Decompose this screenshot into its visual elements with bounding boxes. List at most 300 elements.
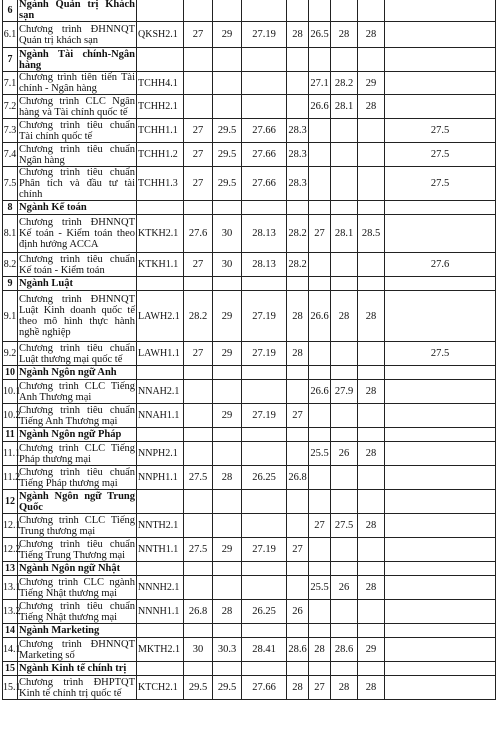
empty-cell	[213, 48, 242, 72]
major-header-row	[3, 562, 496, 576]
program-name: Chương trình tiêu chuẩn Luật thương mại quốc tế	[19, 342, 135, 365]
empty-cell	[385, 0, 496, 22]
empty-cell	[309, 366, 331, 380]
program-name: Chương trình ĐHPTQT Kinh tế chính trị quốc tế	[19, 676, 135, 699]
empty-cell	[287, 201, 309, 215]
empty-cell	[331, 201, 358, 215]
program-row	[3, 291, 496, 342]
empty-cell	[184, 490, 213, 514]
empty-cell	[242, 277, 287, 291]
row-number: 15.1	[3, 676, 18, 700]
empty-cell	[137, 428, 184, 442]
score-cell: 27	[287, 538, 309, 562]
score-cell: 27	[309, 215, 331, 253]
score-cell: 27.9	[331, 380, 358, 404]
score-cell: 29.5	[213, 167, 242, 201]
admission-score-table	[2, 0, 496, 700]
empty-cell	[331, 624, 358, 638]
score-cell	[385, 442, 496, 466]
score-cell	[309, 404, 331, 428]
score-cell	[287, 514, 309, 538]
empty-cell	[385, 366, 496, 380]
major-name: Ngành Ngôn ngữ Trung Quốc	[19, 490, 135, 513]
score-cell: 27.6	[184, 215, 213, 253]
score-cell	[331, 342, 358, 366]
major-header-row	[3, 277, 496, 291]
empty-cell	[184, 624, 213, 638]
score-cell: 29	[213, 291, 242, 342]
score-cell	[309, 600, 331, 624]
empty-cell	[287, 366, 309, 380]
score-cell: 28	[358, 676, 385, 700]
empty-cell	[358, 0, 385, 22]
program-name: Chương trình ĐHNNQT Marketing số	[19, 638, 135, 661]
program-row	[3, 143, 496, 167]
empty-cell	[213, 366, 242, 380]
score-cell	[331, 538, 358, 562]
score-cell: 25.5	[309, 576, 331, 600]
score-cell: 28.3	[287, 143, 309, 167]
score-cell	[309, 466, 331, 490]
program-row	[3, 514, 496, 538]
empty-cell	[331, 562, 358, 576]
score-cell	[358, 253, 385, 277]
empty-cell	[242, 0, 287, 22]
empty-cell	[331, 48, 358, 72]
empty-cell	[242, 201, 287, 215]
score-cell: 28	[358, 442, 385, 466]
score-cell: 27.6	[385, 253, 496, 277]
score-cell	[184, 442, 213, 466]
score-cell	[309, 253, 331, 277]
score-cell: 27.1	[309, 72, 331, 95]
empty-cell	[137, 0, 184, 22]
program-name: Chương trình CLC Ngân hàng và Tài chính quốc tế	[19, 95, 135, 118]
major-header-row	[3, 624, 496, 638]
empty-cell	[309, 201, 331, 215]
score-cell	[287, 576, 309, 600]
score-cell: 27.19	[242, 291, 287, 342]
program-name: Chương trình tiêu chuẩn Tiếng Pháp thương mại	[19, 466, 135, 489]
score-cell: 29	[358, 72, 385, 95]
score-cell	[331, 600, 358, 624]
score-cell	[331, 404, 358, 428]
score-cell: 27.19	[242, 538, 287, 562]
empty-cell	[184, 201, 213, 215]
score-cell: 27.5	[184, 538, 213, 562]
empty-cell	[137, 562, 184, 576]
score-cell: 26.25	[242, 466, 287, 490]
score-cell: 28	[358, 514, 385, 538]
empty-cell	[309, 428, 331, 442]
program-name: Chương trình tiêu chuẩn Ngân hàng	[19, 143, 135, 166]
program-row	[3, 600, 496, 624]
program-code: LAWH1.1	[137, 342, 184, 366]
score-cell: 29.5	[213, 676, 242, 700]
score-cell: 28	[358, 95, 385, 119]
empty-cell	[287, 662, 309, 676]
score-cell: 28.2	[287, 253, 309, 277]
score-cell: 26.6	[309, 95, 331, 119]
score-cell: 28.2	[287, 215, 309, 253]
row-number: 12	[3, 490, 18, 514]
score-cell	[184, 380, 213, 404]
score-cell: 30	[213, 253, 242, 277]
score-cell	[213, 380, 242, 404]
empty-cell	[331, 490, 358, 514]
empty-cell	[358, 201, 385, 215]
score-cell: 28	[309, 638, 331, 662]
score-cell: 27	[184, 253, 213, 277]
program-code: NNNH1.1	[137, 600, 184, 624]
program-code: NNTH1.1	[137, 538, 184, 562]
program-row	[3, 95, 496, 119]
score-cell	[213, 72, 242, 95]
score-cell: 28	[331, 22, 358, 48]
empty-cell	[287, 0, 309, 22]
program-row	[3, 576, 496, 600]
score-cell	[309, 143, 331, 167]
major-name: Ngành Marketing	[18, 624, 137, 638]
empty-cell	[309, 624, 331, 638]
major-name: Ngành Ngôn ngữ Nhật	[18, 562, 137, 576]
score-cell: 29	[213, 22, 242, 48]
score-cell	[184, 72, 213, 95]
major-header-row	[3, 48, 496, 72]
row-number: 7.1	[3, 72, 18, 95]
score-cell: 28.2	[331, 72, 358, 95]
major-name: Ngành Ngôn ngữ Pháp	[18, 428, 137, 442]
score-cell	[385, 215, 496, 253]
empty-cell	[137, 277, 184, 291]
score-cell: 29	[213, 342, 242, 366]
score-cell: 27.5	[184, 466, 213, 490]
empty-cell	[242, 48, 287, 72]
program-row	[3, 538, 496, 562]
score-cell	[184, 514, 213, 538]
score-cell: 28	[358, 380, 385, 404]
score-cell: 27.5	[385, 119, 496, 143]
row-number: 12.2	[3, 538, 18, 562]
score-cell: 28	[213, 600, 242, 624]
score-cell: 27	[287, 404, 309, 428]
empty-cell	[137, 201, 184, 215]
empty-cell	[137, 624, 184, 638]
score-cell	[385, 22, 496, 48]
empty-cell	[358, 490, 385, 514]
empty-cell	[385, 662, 496, 676]
empty-cell	[358, 562, 385, 576]
row-number: 8	[3, 201, 18, 215]
row-number: 7.2	[3, 95, 18, 119]
score-cell	[309, 167, 331, 201]
score-cell	[242, 72, 287, 95]
score-cell	[184, 404, 213, 428]
empty-cell	[309, 0, 331, 22]
empty-cell	[385, 48, 496, 72]
empty-cell	[137, 366, 184, 380]
program-row	[3, 676, 496, 700]
row-number: 10	[3, 366, 18, 380]
score-cell: 26.6	[309, 380, 331, 404]
empty-cell	[358, 366, 385, 380]
program-code: TCHH4.1	[137, 72, 184, 95]
program-code: NNAH2.1	[137, 380, 184, 404]
row-number: 13.2	[3, 600, 18, 624]
program-code: KTKH2.1	[137, 215, 184, 253]
program-row	[3, 119, 496, 143]
major-name: Ngành Tài chính-Ngân hàng	[19, 48, 135, 71]
score-cell: 28.41	[242, 638, 287, 662]
score-cell: 30	[184, 638, 213, 662]
score-cell	[242, 95, 287, 119]
score-cell: 29	[213, 538, 242, 562]
empty-cell	[213, 624, 242, 638]
empty-cell	[213, 0, 242, 22]
score-cell	[358, 342, 385, 366]
score-cell	[358, 600, 385, 624]
program-name: Chương trình tiêu chuẩn Kế toán - Kiểm toán	[19, 253, 135, 276]
score-cell: 26.5	[309, 22, 331, 48]
score-cell	[309, 342, 331, 366]
program-name: Chương trình tiên tiến Tài chính - Ngân hàng	[19, 72, 135, 94]
row-number: 8.1	[3, 215, 18, 253]
score-cell	[385, 538, 496, 562]
score-cell: 28	[358, 576, 385, 600]
score-cell: 27	[309, 514, 331, 538]
program-row	[3, 380, 496, 404]
score-cell	[184, 95, 213, 119]
program-code: KTKH1.1	[137, 253, 184, 277]
score-cell	[309, 538, 331, 562]
program-code: TCHH1.2	[137, 143, 184, 167]
empty-cell	[287, 490, 309, 514]
empty-cell	[213, 490, 242, 514]
score-cell	[358, 466, 385, 490]
score-cell	[385, 576, 496, 600]
empty-cell	[331, 366, 358, 380]
score-cell	[287, 72, 309, 95]
empty-cell	[184, 277, 213, 291]
empty-cell	[242, 562, 287, 576]
major-header-row	[3, 0, 496, 22]
program-code: KTCH2.1	[137, 676, 184, 700]
score-cell	[385, 95, 496, 119]
score-cell: 28	[287, 291, 309, 342]
row-number: 14.1	[3, 638, 18, 662]
program-code: NNTH2.1	[137, 514, 184, 538]
empty-cell	[184, 48, 213, 72]
row-number: 13.1	[3, 576, 18, 600]
program-name: Chương trình CLC Tiếng Pháp thương mại	[19, 442, 135, 465]
score-cell	[287, 95, 309, 119]
empty-cell	[287, 48, 309, 72]
score-cell	[385, 514, 496, 538]
empty-cell	[309, 562, 331, 576]
program-row	[3, 167, 496, 201]
program-code: NNNH2.1	[137, 576, 184, 600]
row-number: 8.2	[3, 253, 18, 277]
score-cell: 29	[213, 404, 242, 428]
score-cell: 28.1	[331, 95, 358, 119]
program-row	[3, 466, 496, 490]
row-number: 13	[3, 562, 18, 576]
row-number: 7	[3, 48, 18, 72]
program-code: LAWH2.1	[137, 291, 184, 342]
empty-cell	[358, 277, 385, 291]
program-row	[3, 72, 496, 95]
empty-cell	[385, 562, 496, 576]
empty-cell	[213, 662, 242, 676]
empty-cell	[385, 201, 496, 215]
score-cell	[385, 380, 496, 404]
score-cell: 28	[213, 466, 242, 490]
empty-cell	[385, 428, 496, 442]
empty-cell	[184, 428, 213, 442]
empty-cell	[331, 0, 358, 22]
empty-cell	[385, 624, 496, 638]
empty-cell	[242, 428, 287, 442]
row-number: 9.2	[3, 342, 18, 366]
program-name: Chương trình CLC ngành Tiếng Nhật thương mại	[19, 576, 135, 599]
score-cell	[309, 119, 331, 143]
major-name: Ngành Kinh tế chính trị	[18, 662, 137, 676]
score-cell: 27	[184, 167, 213, 201]
program-code: TCHH1.3	[137, 167, 184, 201]
score-cell: 28.1	[331, 215, 358, 253]
empty-cell	[309, 662, 331, 676]
row-number: 10.1	[3, 380, 18, 404]
program-name: Chương trình ĐHNNQT Luật Kinh doanh quốc tế theo mô hình thực hành nghề nghiệp	[18, 291, 137, 342]
score-cell: 26.6	[309, 291, 331, 342]
score-cell: 27.19	[242, 22, 287, 48]
program-row	[3, 215, 496, 253]
empty-cell	[287, 428, 309, 442]
score-cell: 28.2	[184, 291, 213, 342]
score-cell	[213, 95, 242, 119]
row-number: 6.1	[3, 22, 18, 48]
empty-cell	[137, 662, 184, 676]
score-cell: 27.19	[242, 342, 287, 366]
empty-cell	[242, 662, 287, 676]
score-cell: 28.6	[331, 638, 358, 662]
score-cell: 29.5	[213, 119, 242, 143]
score-cell: 26.8	[184, 600, 213, 624]
score-cell	[242, 380, 287, 404]
score-cell	[331, 253, 358, 277]
score-cell: 28.13	[242, 253, 287, 277]
program-name: Chương trình tiêu chuẩn Tiếng Nhật thương mại	[19, 600, 135, 623]
empty-cell	[184, 562, 213, 576]
empty-cell	[385, 490, 496, 514]
score-cell	[358, 538, 385, 562]
score-cell	[358, 143, 385, 167]
empty-cell	[309, 490, 331, 514]
score-cell: 29.5	[213, 143, 242, 167]
program-name: Chương trình tiêu chuẩn Phân tích và đầu tư tài chính	[19, 167, 135, 200]
row-number: 6	[3, 0, 18, 22]
row-number: 10.2	[3, 404, 18, 428]
empty-cell	[213, 562, 242, 576]
score-cell: 27	[184, 342, 213, 366]
empty-cell	[287, 562, 309, 576]
empty-cell	[242, 366, 287, 380]
score-cell	[385, 72, 496, 95]
program-code: TCHH2.1	[137, 95, 184, 119]
score-cell: 27.19	[242, 404, 287, 428]
program-code: TCHH1.1	[137, 119, 184, 143]
program-code: NNAH1.1	[137, 404, 184, 428]
row-number: 11.1	[3, 442, 18, 466]
program-row	[3, 253, 496, 277]
empty-cell	[309, 277, 331, 291]
score-cell: 26	[287, 600, 309, 624]
score-cell: 28	[331, 291, 358, 342]
score-cell	[287, 442, 309, 466]
empty-cell	[184, 366, 213, 380]
row-number: 11.2	[3, 466, 18, 490]
program-code: NNPH2.1	[137, 442, 184, 466]
score-cell	[213, 514, 242, 538]
empty-cell	[213, 277, 242, 291]
program-row	[3, 404, 496, 428]
score-cell: 28	[287, 342, 309, 366]
major-name: Ngành Luật	[18, 277, 137, 291]
score-cell	[358, 167, 385, 201]
major-name: Ngành Quản trị Khách sạn	[19, 0, 135, 21]
score-cell: 28	[287, 22, 309, 48]
score-cell	[242, 576, 287, 600]
program-name: Chương trình tiêu chuẩn Tiếng Trung Thương mại	[19, 538, 135, 561]
empty-cell	[242, 624, 287, 638]
score-cell: 27	[184, 22, 213, 48]
score-cell: 28	[358, 291, 385, 342]
program-name: Chương trình CLC Tiếng Trung thương mại	[19, 514, 135, 537]
major-header-row	[3, 662, 496, 676]
row-number: 9.1	[3, 291, 18, 342]
score-cell: 27	[184, 119, 213, 143]
major-header-row	[3, 428, 496, 442]
score-cell	[385, 638, 496, 662]
program-name: Chương trình CLC Tiếng Anh Thương mại	[19, 380, 135, 403]
program-row	[3, 638, 496, 662]
empty-cell	[137, 48, 184, 72]
program-row	[3, 442, 496, 466]
score-cell: 30	[213, 215, 242, 253]
score-cell	[331, 466, 358, 490]
empty-cell	[331, 428, 358, 442]
score-cell	[385, 291, 496, 342]
score-cell: 25.5	[309, 442, 331, 466]
major-header-row	[3, 201, 496, 215]
score-cell	[358, 119, 385, 143]
score-cell	[385, 404, 496, 428]
score-cell: 28.6	[287, 638, 309, 662]
row-number: 7.5	[3, 167, 18, 201]
program-name: Chương trình ĐHNNQT Kế toán - Kiểm toán theo định hướng ACCA	[18, 215, 137, 253]
score-cell: 30.3	[213, 638, 242, 662]
empty-cell	[184, 0, 213, 22]
empty-cell	[358, 662, 385, 676]
score-cell: 29.5	[184, 676, 213, 700]
score-cell	[331, 143, 358, 167]
program-code: MKTH2.1	[137, 638, 184, 662]
score-cell: 27	[309, 676, 331, 700]
empty-cell	[137, 490, 184, 514]
score-cell: 26	[331, 442, 358, 466]
score-cell	[242, 442, 287, 466]
score-cell: 27.5	[385, 143, 496, 167]
